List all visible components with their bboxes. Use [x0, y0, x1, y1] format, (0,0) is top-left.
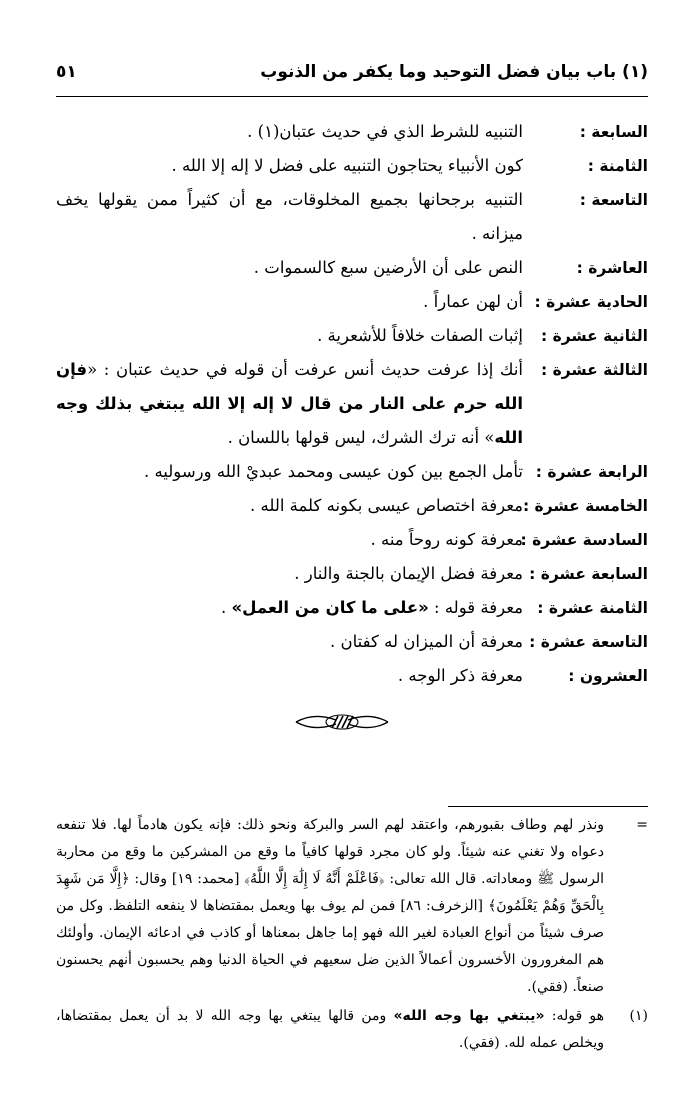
- footnotes: [56, 812, 648, 1057]
- item-text: معرفة أن الميزان له كفتان .: [330, 632, 523, 651]
- item-text: معرفة فضل الإيمان بالجنة والنار .: [294, 564, 523, 583]
- item-label: الثالثة عشرة :: [541, 361, 648, 379]
- item-text: التنبيه برجحانها بجميع المخلوقات، مع أن كثيراً ممن يقولها يخف ميزانه .: [56, 190, 523, 243]
- item-text: إثبات الصفات خلافاً للأشعرية .: [317, 326, 523, 345]
- list-item: [56, 489, 648, 523]
- item-label: الخامسة عشرة :: [522, 497, 648, 515]
- item-text-part: .: [220, 598, 232, 617]
- item-text: أن لهن عماراً .: [423, 292, 523, 311]
- item-label: العشرون :: [568, 667, 648, 685]
- footnote-quote: «يبتغي بها وجه الله»: [393, 1008, 545, 1024]
- hadith-quote: فإن الله حرم على النار من قال لا إله إلا الله يبتغي بذلك وجه الله: [56, 360, 523, 447]
- footnote: [56, 812, 648, 1001]
- item-text: التنبيه للشرط الذي في حديث عتبان(١) .: [247, 122, 523, 141]
- item-text: تأمل الجمع بين كون عيسى ومحمد عبديْ الله ورسوليه .: [143, 462, 523, 481]
- item-label: الرابعة عشرة :: [535, 463, 648, 481]
- item-label: الحادية عشرة :: [534, 293, 648, 311]
- list-item: [56, 659, 648, 693]
- item-label: الثامنة :: [587, 157, 648, 175]
- item-text: [56, 591, 523, 625]
- list-item: [56, 557, 648, 591]
- item-label: التاسعة عشرة :: [529, 633, 648, 651]
- item-text: النص على أن الأرضين سبع كالسموات .: [253, 258, 523, 277]
- item-label: السادسة عشرة :: [520, 531, 648, 549]
- item-text-part: » أنه ترك الشرك، ليس قولها باللسان .: [227, 428, 495, 447]
- item-text-part: معرفة قوله :: [428, 598, 523, 617]
- item-label: العاشرة :: [576, 259, 648, 277]
- issues-list: [56, 115, 648, 693]
- list-item: [56, 353, 648, 455]
- item-label: الثانية عشرة :: [541, 327, 648, 345]
- hadith-quote: «على ما كان من العمل»: [231, 598, 429, 617]
- list-item: [56, 251, 648, 285]
- item-text: معرفة اختصاص عيسى بكونه كلمة الله .: [250, 496, 523, 515]
- footnote: [56, 1003, 648, 1057]
- footnote-divider: [448, 806, 648, 807]
- item-label: الثامنة عشرة :: [537, 599, 648, 617]
- item-text-part: أنك إذا عرفت حديث أنس عرفت أن قوله في حديث عتبان : «: [87, 360, 523, 379]
- list-item: [56, 149, 648, 183]
- list-item: [56, 319, 648, 353]
- section-end-ornament: [292, 708, 392, 736]
- item-text: معرفة كونه روحاً منه .: [370, 530, 523, 549]
- chapter-title: (١) باب بيان فضل التوحيد وما يكفر من الذنوب: [260, 62, 648, 82]
- footnote-text-part: ومن قالها يبتغي بها وجه الله لا بد أن يعمل بمقتضاها، ويخلص عمله لله. (فقي).: [56, 1008, 604, 1051]
- header-divider: [56, 96, 648, 97]
- footnote-text: ونذر لهم وطاف بقبورهم، واعتقد لهم السر والبركة ونحو ذلك: فإنه يكون هادماً لها. فلا تنفعه دعواه ولا تغني عنه شيئاً. ولو كان مجرد قولها كافياً ما وقع من المشركين ما وقع من محاربة الرسول ﷺ ومعاداته. قال الله تعالى: ﴿فَاعْلَمْ أَنَّهُ لَا إِلَٰهَ إِلَّا اللَّهُ﴾ [محمد: ١٩] وقال: ﴿إِلَّا مَن شَهِدَ بِالْحَقِّ وَهُمْ يَعْلَمُونَ﴾ [الزخرف: ٨٦] فمن لم يوف بها ويعمل بمقتضاها لا ينفعه التلفظ. وكل من صرف شيئاً من أنواع العبادة لغير الله فهو إما جاهل بمعناها أو كاذب في ادعائه الإيمان. وأولئك هم المغرورون الأخسرون أعمالاً الذين ضل سعيهم في الحياة الدنيا وهم يحسبون أنهم يحسنون صنعاً. (فقي).: [56, 817, 605, 995]
- item-label: السابعة عشرة :: [529, 565, 648, 583]
- item-label: التاسعة :: [579, 191, 648, 209]
- list-item: [56, 183, 648, 251]
- footnote-text-part: هو قوله:: [544, 1008, 604, 1024]
- item-text: كون الأنبياء يحتاجون التنبيه على فضل لا إله إلا الله .: [171, 156, 523, 175]
- list-item: [56, 455, 648, 489]
- footnote-mark: =: [636, 817, 648, 833]
- item-label: السابعة :: [579, 123, 648, 141]
- list-item: [56, 285, 648, 319]
- page-header: [56, 62, 648, 92]
- list-item: [56, 115, 648, 149]
- list-item: [56, 591, 648, 625]
- footnote-mark: (١): [629, 1008, 648, 1024]
- page-number: ٥١: [56, 62, 77, 82]
- list-item: [56, 523, 648, 557]
- item-text: [56, 353, 523, 455]
- item-text: معرفة ذكر الوجه .: [397, 666, 523, 685]
- footnote-text: [56, 1003, 604, 1057]
- list-item: [56, 625, 648, 659]
